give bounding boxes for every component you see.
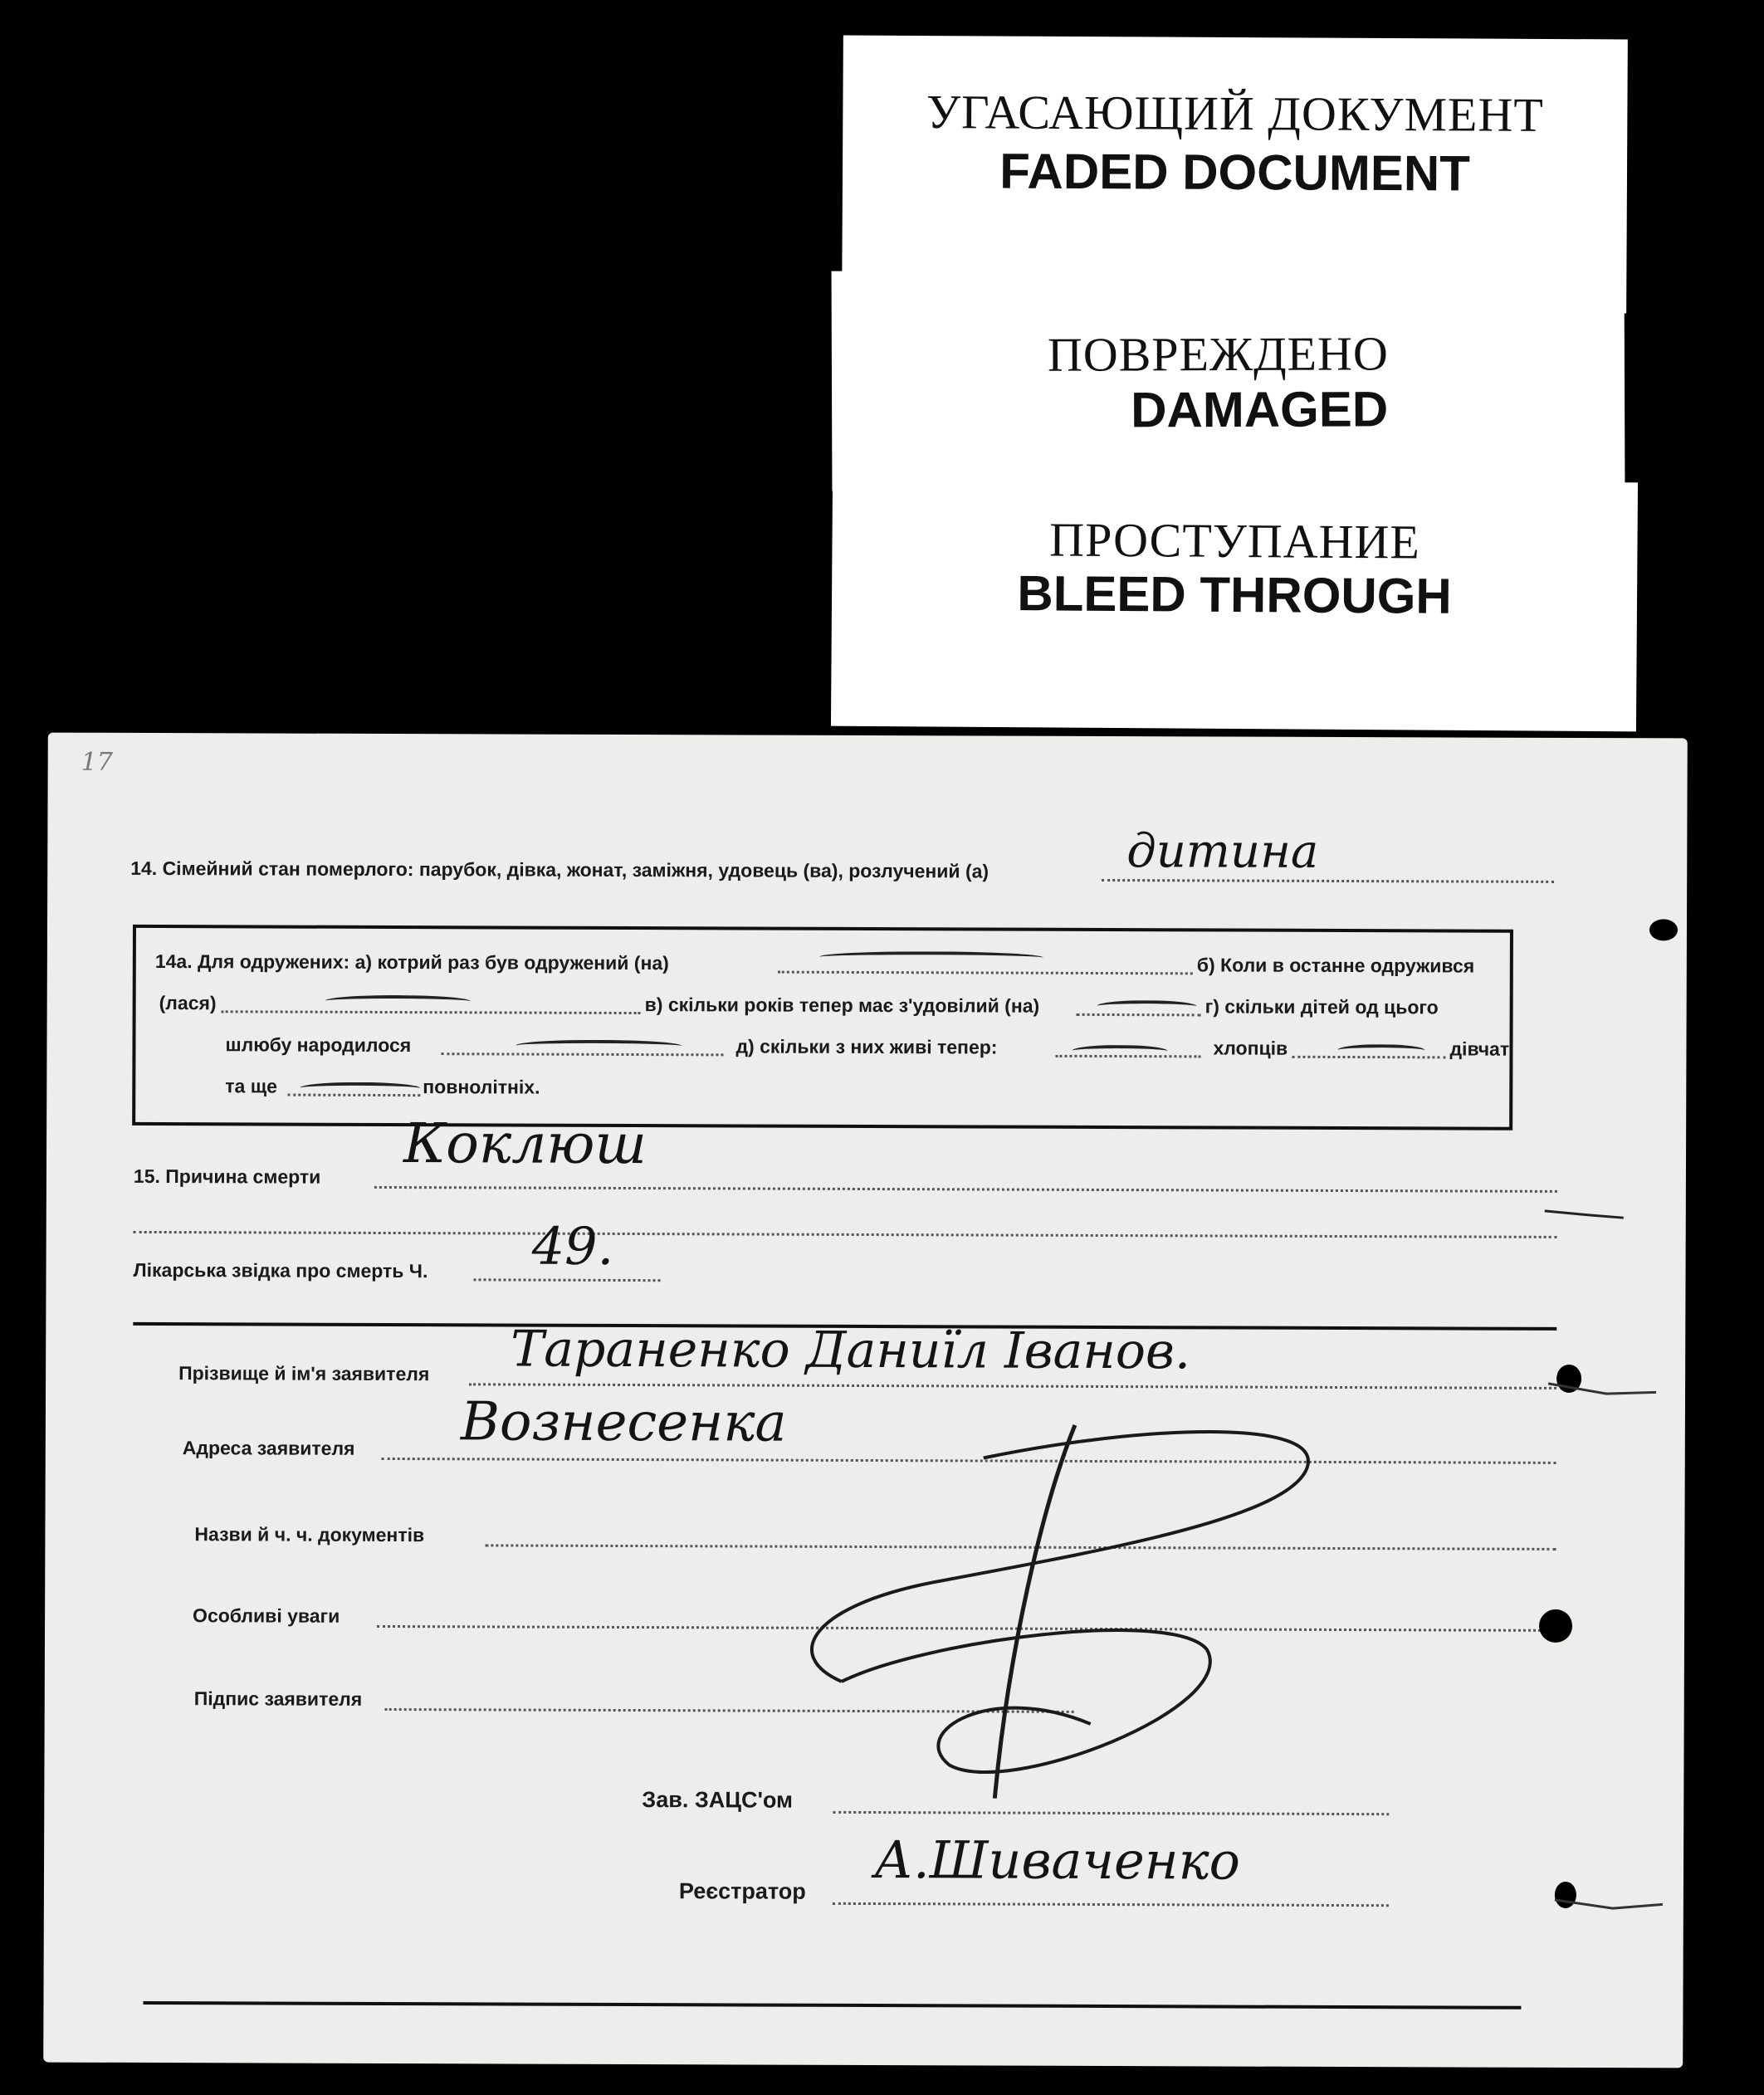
q15-answer-line <box>374 1186 1557 1193</box>
q14a-line2c-label: г) скільки дітей од цього <box>1205 995 1439 1018</box>
medical-certificate-line <box>473 1278 660 1282</box>
documents-label: Назви й ч. ч. документів <box>194 1523 425 1546</box>
medical-certificate-label: Лікарська звідка про смерть Ч. <box>133 1258 428 1282</box>
edge-cracks <box>1537 954 1687 2034</box>
bottom-rule <box>143 2001 1521 2010</box>
q14a-line4-dots <box>287 1094 420 1097</box>
applicant-address-label: Адреса заявителя <box>182 1437 355 1459</box>
applicant-name-label: Прізвище й ім'я заявителя <box>178 1362 430 1385</box>
q14a-line3c-label: хлопців <box>1213 1037 1288 1059</box>
q14a-line2-label: (лася) <box>159 992 217 1014</box>
slip-text-english: DAMAGED <box>1131 381 1389 438</box>
slip-text-english: FADED DOCUMENT <box>999 143 1471 202</box>
head-of-office-label: Зав. ЗАЦС'ом <box>642 1787 794 1813</box>
registrar-handwritten-signature: А.Шиваченко <box>873 1829 1241 1892</box>
q14a-line4b-label: повнолітніх. <box>423 1076 540 1098</box>
medical-certificate-number: 49. <box>531 1215 614 1277</box>
q14a-line3c-dots <box>1292 1056 1445 1059</box>
damage-hole <box>1649 919 1678 940</box>
q15-handwritten-answer: Коклюш <box>403 1111 647 1177</box>
registrar-line <box>833 1902 1389 1907</box>
applicant-name-handwritten: Тараненко Даниїл Іванов. <box>511 1320 1191 1381</box>
q14a-line1b-label: б) Коли в останне одружився <box>1196 954 1475 977</box>
slip-text-english: BLEED THROUGH <box>1017 565 1452 624</box>
q14a-line2b-label: в) скільки років тепер має з'удовілий (на) <box>644 994 1040 1017</box>
strike-through-flourish <box>791 1408 1424 1875</box>
applicant-signature-label: Підпис заявителя <box>193 1687 363 1710</box>
q15-second-line <box>134 1231 1557 1238</box>
applicant-address-handwritten: Вознесенка <box>460 1391 787 1454</box>
remarks-label: Особливі уваги <box>193 1604 340 1627</box>
q14-handwritten-answer: дитина <box>1126 824 1319 879</box>
q14-answer-line <box>1102 879 1554 883</box>
applicant-name-line <box>469 1383 1556 1389</box>
corner-pencil-mark: 17 <box>81 747 113 777</box>
q14-label: 14. Сімейний стан померлого: парубок, дівка, жонат, заміжня, удовець (ва), розлучений (а) <box>130 857 990 882</box>
slip-text-russian: ПРОСТУПАНИЕ <box>1049 512 1421 569</box>
q14a-line4-label: та ще <box>225 1075 278 1097</box>
notice-slip-damaged <box>832 268 1625 491</box>
q14a-line2b-dots <box>1077 1013 1201 1017</box>
death-record-form <box>43 733 1688 2068</box>
q14a-line3b-label: д) скільки з них живі тепер: <box>735 1035 998 1058</box>
q14a-line3-label: шлюбу народилося <box>225 1033 412 1057</box>
q14a-line1-label: 14а. Для одружених: а) котрий раз був одружений (на) <box>154 950 669 974</box>
registrar-label: Реєстратор <box>678 1878 806 1904</box>
q14a-line3d-label: дівчат <box>1449 1038 1510 1060</box>
q15-label: 15. Причина смерти <box>133 1165 321 1188</box>
notice-slip-bleed-through <box>831 477 1638 732</box>
slip-text-russian: ПОВРЕЖДЕНО <box>1047 326 1389 382</box>
slip-text-russian: УГАСАЮЩИЙ ДОКУМЕНТ <box>926 85 1544 142</box>
